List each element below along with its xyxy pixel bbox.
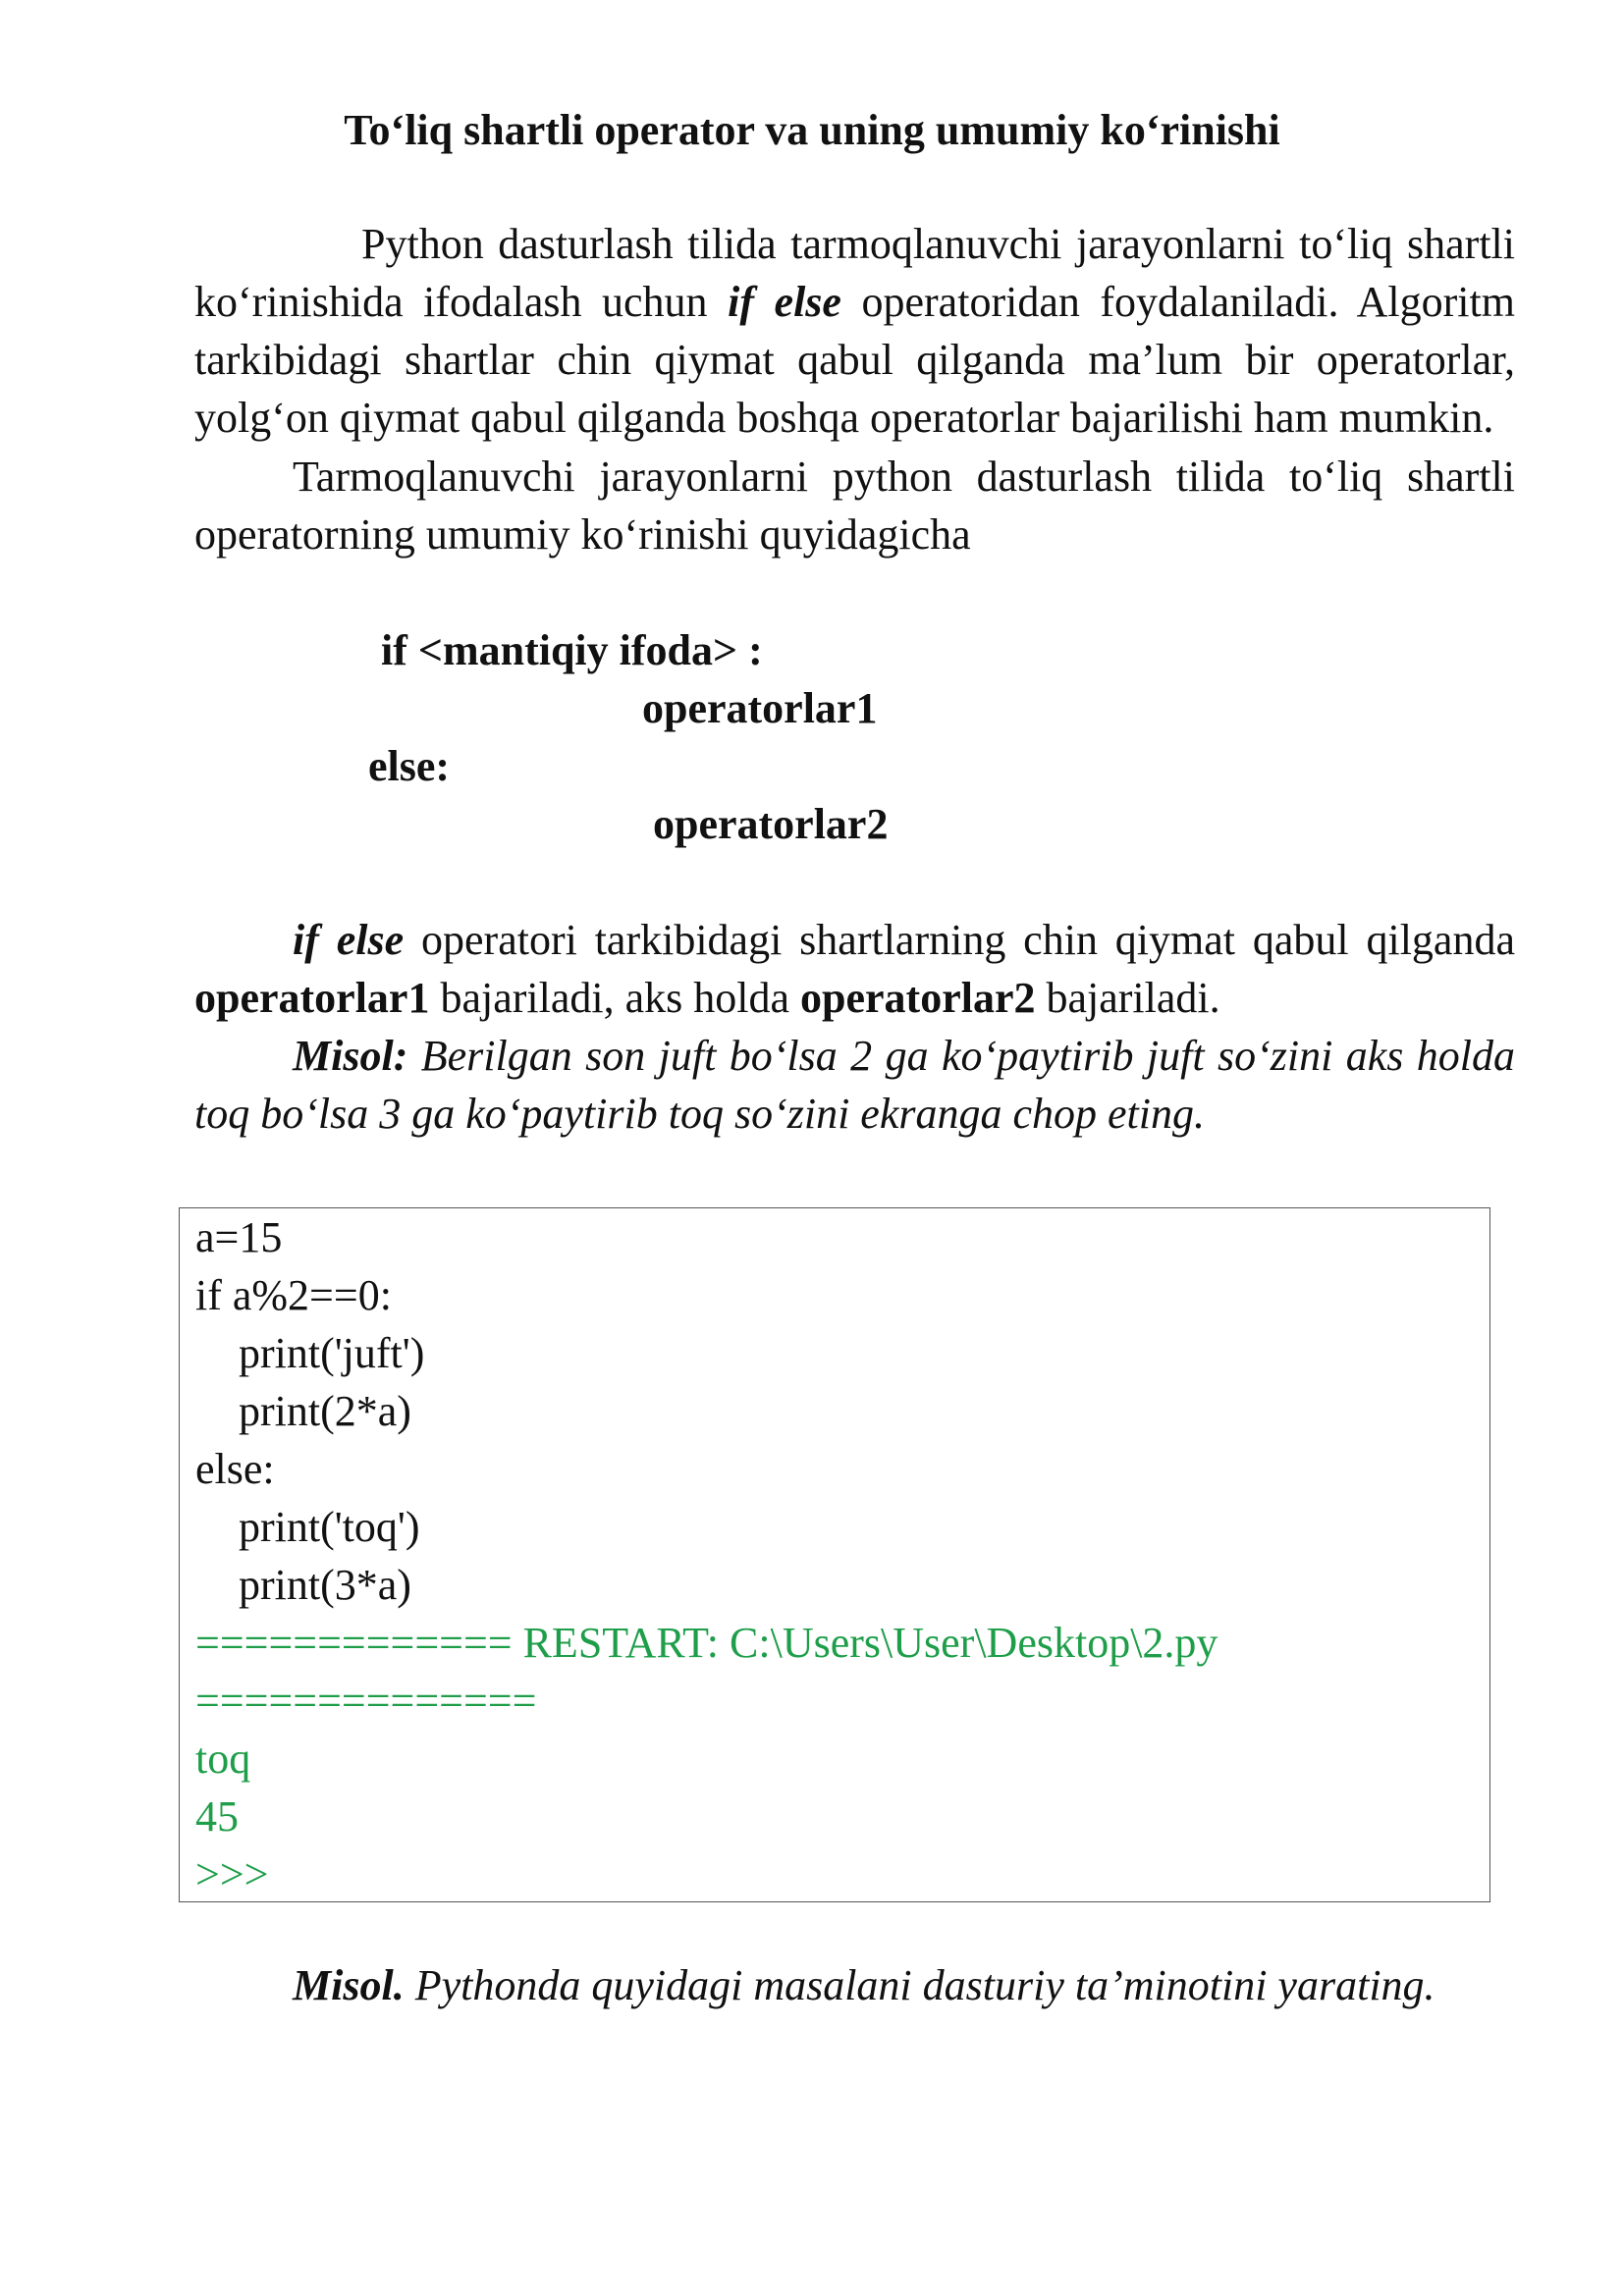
example-2-paragraph — [194, 1956, 1515, 2014]
syntax-operators1: operatorlar1 — [642, 684, 878, 732]
example-1-label: Misol: — [293, 1032, 408, 1080]
code-listing-box — [179, 1207, 1490, 1902]
syntax-operators2: operatorlar2 — [653, 800, 889, 848]
code-line: a=15 — [195, 1213, 283, 1261]
output-line: ============== — [195, 1677, 537, 1725]
explanation-text-3: bajariladi. — [1035, 974, 1220, 1022]
syntax-intro-paragraph: Tarmoqlanuvchi jarayonlarni python dasturlash tilida to‘liq shartli operatorning umumiy ko‘rinishi quyidagicha — [194, 453, 1515, 559]
code-line: print(2*a) — [239, 1387, 411, 1435]
output-line: ============= RESTART: C:\Users\User\Desktop\2.py — [195, 1619, 1218, 1667]
example-2-label: Misol. — [293, 1961, 405, 2009]
page-title: To‘liq shartli operator va uning umumiy ko‘rinishi — [344, 106, 1280, 154]
example-1-paragraph — [194, 1027, 1515, 1143]
syntax-if-line: if <mantiqiy ifoda> : — [381, 626, 763, 674]
if-else-keyword-2: if else — [293, 916, 405, 964]
code-line: print(3*a) — [239, 1561, 411, 1609]
intro-paragraph — [194, 215, 1515, 447]
example-1-text: Berilgan son juft bo‘lsa 2 ga ko‘paytirib juft so‘zini aks holda toq bo‘lsa 3 ga ko‘paytirib toq so‘zini ekranga chop eting. — [194, 1032, 1515, 1138]
explanation-paragraph — [194, 911, 1515, 1027]
explanation-text-2: bajariladi, aks holda — [429, 974, 801, 1022]
explanation-text-1: operatori tarkibidagi shartlarning chin qiymat qabul qilganda — [404, 916, 1515, 964]
intro-text-end: operatoridan foydalaniladi. Algoritm tarkibidagi shartlar chin qiymat qabul qilganda ma’lum bir operatorlar, yolg‘on qiymat qabul qilganda boshqa operatorlar bajarilishi ham mumkin. — [194, 278, 1515, 442]
code-line: if a%2==0: — [195, 1271, 392, 1319]
output-line: toq — [195, 1735, 251, 1783]
intro-text-start: Python dasturlash tilida tarmoqlanuvchi jarayonlarni to‘liq shartli ko‘rinishida ifodalash uchun — [194, 220, 1515, 326]
code-line: print('toq') — [239, 1503, 420, 1551]
if-else-keyword: if else — [728, 278, 841, 326]
output-line: 45 — [195, 1792, 239, 1841]
operators2-bold: operatorlar2 — [800, 974, 1036, 1022]
example-2-text: Pythonda quyidagi masalani dasturiy ta’minotini yarating. — [404, 1961, 1435, 2009]
operators1-bold: operatorlar1 — [194, 974, 430, 1022]
code-line: print('juft') — [239, 1329, 425, 1377]
output-prompt: >>> — [195, 1850, 269, 1898]
code-line: else: — [195, 1445, 275, 1493]
syntax-else-line: else: — [368, 742, 451, 790]
